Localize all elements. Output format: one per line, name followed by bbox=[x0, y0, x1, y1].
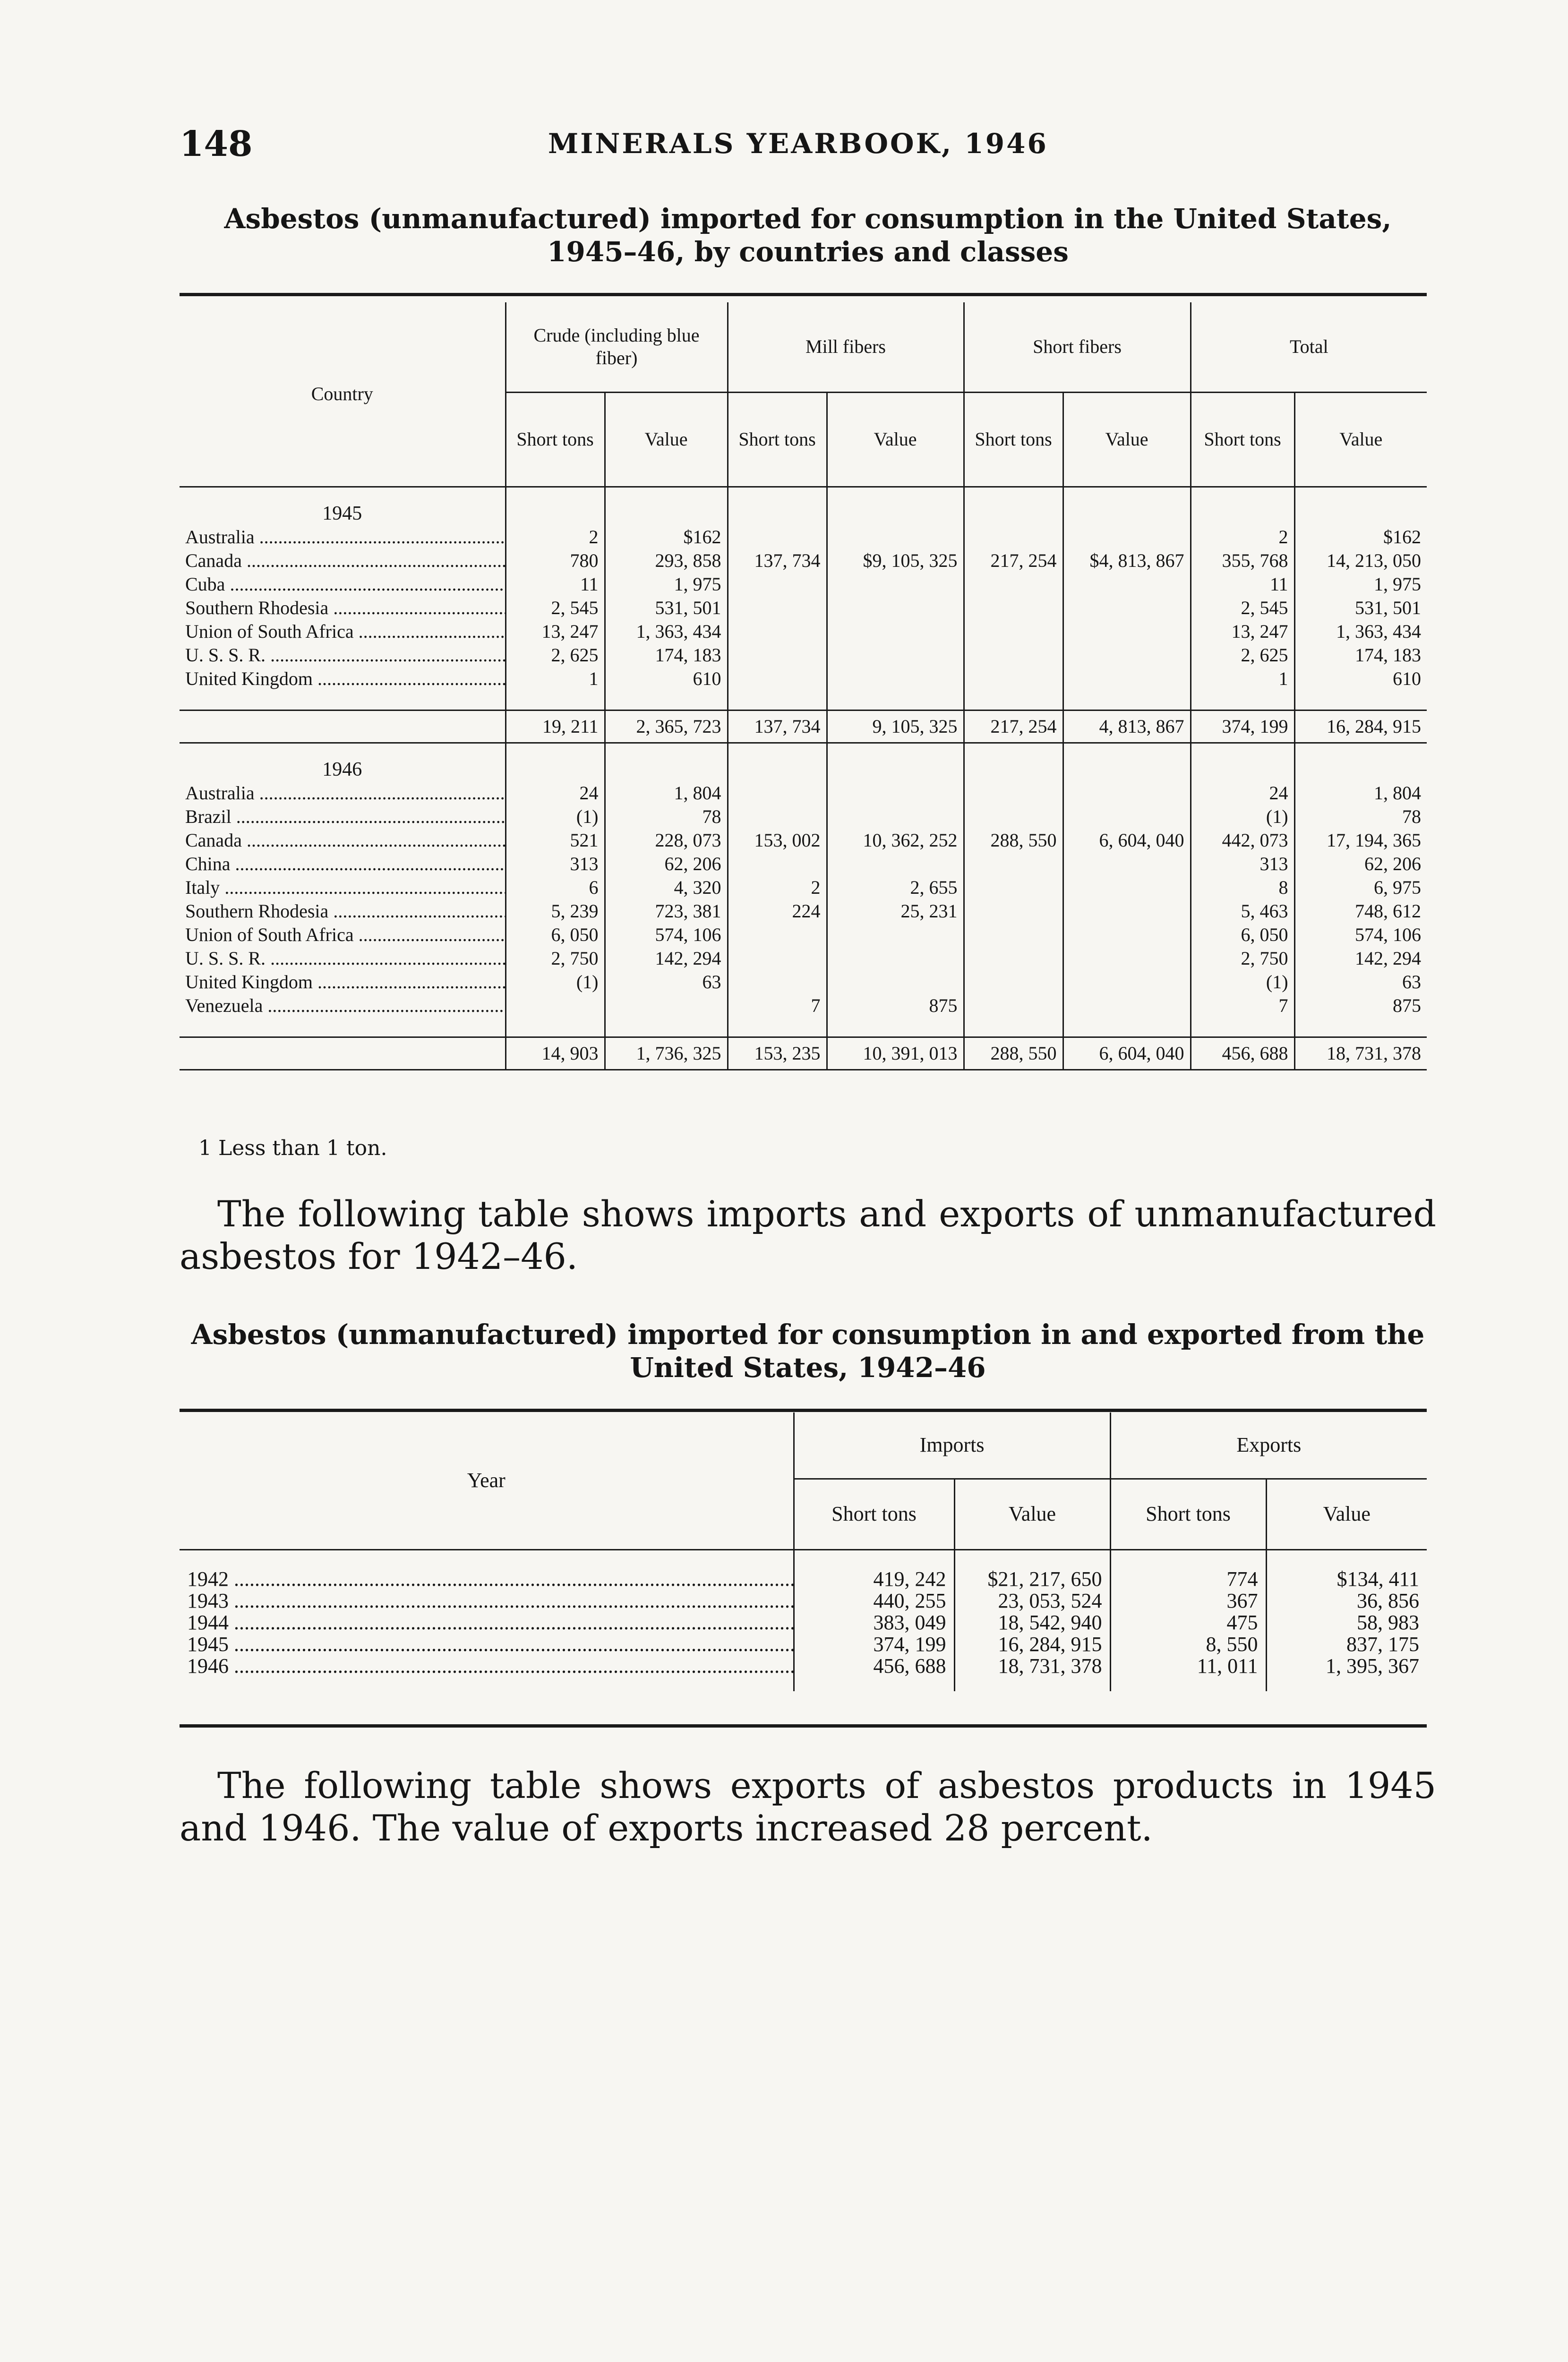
cell-exp_value: 1, 395, 367 bbox=[1266, 1655, 1427, 1677]
cell-imp_value: 18, 542, 940 bbox=[954, 1612, 1110, 1634]
total-c2: 1, 736, 325 bbox=[605, 1037, 728, 1070]
table2-body bbox=[180, 1549, 1427, 1691]
cell-c6 bbox=[1063, 573, 1191, 596]
cell-exp_value: 36, 856 bbox=[1266, 1590, 1427, 1612]
header-value: Value bbox=[954, 1479, 1110, 1549]
cell-c6 bbox=[1063, 876, 1191, 899]
cell-exp_tons: 367 bbox=[1110, 1590, 1266, 1612]
cell-c3: 153, 002 bbox=[728, 829, 827, 852]
cell-c2: 228, 073 bbox=[605, 829, 728, 852]
cell-c8: 574, 106 bbox=[1294, 923, 1427, 947]
cell-c4 bbox=[827, 667, 964, 691]
cell-c2: 531, 501 bbox=[605, 596, 728, 620]
total-row bbox=[180, 1037, 1427, 1070]
table2-caption bbox=[180, 1318, 1436, 1384]
total-c2: 2, 365, 723 bbox=[605, 710, 728, 743]
cell-c1: 6 bbox=[506, 876, 605, 899]
cell-c5 bbox=[964, 596, 1063, 620]
country-name: Southern Rhodesia ..... bbox=[180, 899, 506, 923]
year-row bbox=[180, 487, 1427, 525]
country-name: Canada ..... bbox=[180, 549, 506, 573]
cell-imp_value: $21, 217, 650 bbox=[954, 1568, 1110, 1590]
cell-c2: 63 bbox=[605, 970, 728, 994]
cell-c3 bbox=[728, 620, 827, 643]
table-row bbox=[180, 829, 1427, 852]
cell-c5: 217, 254 bbox=[964, 549, 1063, 573]
header-value: Value bbox=[1063, 392, 1191, 487]
cell-c4 bbox=[827, 947, 964, 970]
country-name: United Kingdom ..... bbox=[180, 970, 506, 994]
total-row bbox=[180, 710, 1427, 743]
header-value: Value bbox=[605, 392, 728, 487]
cell-c6 bbox=[1063, 525, 1191, 549]
table-row bbox=[180, 1612, 1427, 1634]
cell-c4: 10, 362, 252 bbox=[827, 829, 964, 852]
table-row bbox=[180, 1634, 1427, 1655]
header-value: Value bbox=[827, 392, 964, 487]
cell-c1: 2, 625 bbox=[506, 643, 605, 667]
cell-c8: 63 bbox=[1294, 970, 1427, 994]
cell-c2: 1, 804 bbox=[605, 781, 728, 805]
table2-bottom-rule bbox=[180, 1724, 1427, 1728]
cell-c4: 2, 655 bbox=[827, 876, 964, 899]
cell-c3 bbox=[728, 923, 827, 947]
total-c3: 153, 235 bbox=[728, 1037, 827, 1070]
table-row bbox=[180, 596, 1427, 620]
cell-c3 bbox=[728, 596, 827, 620]
cell-c1: 780 bbox=[506, 549, 605, 573]
paragraph-imports-exports: The following table shows imports and exports of unmanufactured asbestos for 1942–46. bbox=[180, 1193, 1436, 1277]
cell-c7: (1) bbox=[1191, 805, 1294, 829]
country-name: Australia ..... bbox=[180, 781, 506, 805]
cell-c6 bbox=[1063, 805, 1191, 829]
cell-c6 bbox=[1063, 923, 1191, 947]
cell-c3 bbox=[728, 525, 827, 549]
header-value: Value bbox=[1266, 1479, 1427, 1549]
running-title: MINERALS YEARBOOK, 1946 bbox=[548, 128, 1048, 160]
cell-c5 bbox=[964, 805, 1063, 829]
country-name: Brazil ..... bbox=[180, 805, 506, 829]
cell-c2: 574, 106 bbox=[605, 923, 728, 947]
cell-exp_value: 837, 175 bbox=[1266, 1634, 1427, 1655]
cell-c2: $162 bbox=[605, 525, 728, 549]
cell-c7: 6, 050 bbox=[1191, 923, 1294, 947]
year-cell: 1943 ..... bbox=[180, 1590, 794, 1612]
country-name: Australia ..... bbox=[180, 525, 506, 549]
cell-c6: 6, 604, 040 bbox=[1063, 829, 1191, 852]
cell-c4: 875 bbox=[827, 994, 964, 1018]
cell-c1: 2, 750 bbox=[506, 947, 605, 970]
header-short-tons: Short tons bbox=[728, 392, 827, 487]
table2-caption-line2: United States, 1942–46 bbox=[630, 1352, 986, 1384]
country-name: Union of South Africa ..... bbox=[180, 923, 506, 947]
header-mill-fibers: Mill fibers bbox=[728, 302, 964, 392]
country-name: Union of South Africa ..... bbox=[180, 620, 506, 643]
cell-c6 bbox=[1063, 643, 1191, 667]
cell-exp_tons: 774 bbox=[1110, 1568, 1266, 1590]
total-c3: 137, 734 bbox=[728, 710, 827, 743]
table-row bbox=[180, 876, 1427, 899]
cell-c5 bbox=[964, 781, 1063, 805]
cell-imp_tons: 374, 199 bbox=[794, 1634, 954, 1655]
cell-c1: 2 bbox=[506, 525, 605, 549]
cell-c8: 6, 975 bbox=[1294, 876, 1427, 899]
table-row bbox=[180, 1655, 1427, 1677]
cell-c3 bbox=[728, 781, 827, 805]
cell-c4 bbox=[827, 596, 964, 620]
cell-c2: 62, 206 bbox=[605, 852, 728, 876]
country-name: U. S. S. R. ..... bbox=[180, 643, 506, 667]
cell-c1 bbox=[506, 994, 605, 1018]
table1-caption bbox=[180, 202, 1436, 268]
cell-c3 bbox=[728, 947, 827, 970]
year-cell: 1944 ..... bbox=[180, 1612, 794, 1634]
cell-c8: 748, 612 bbox=[1294, 899, 1427, 923]
cell-c5 bbox=[964, 525, 1063, 549]
paragraph-products: The following table shows exports of asbestos products in 1945 and 1946. The value of exports increased 28 percent. bbox=[180, 1764, 1436, 1849]
table1-top-rule bbox=[180, 293, 1427, 296]
footnote: 1 Less than 1 ton. bbox=[198, 1136, 387, 1160]
country-name: Canada ..... bbox=[180, 829, 506, 852]
cell-exp_value: 58, 983 bbox=[1266, 1612, 1427, 1634]
cell-c3 bbox=[728, 667, 827, 691]
cell-c3 bbox=[728, 852, 827, 876]
cell-c7: 442, 073 bbox=[1191, 829, 1294, 852]
table1-caption-line1: Asbestos (unmanufactured) imported for consumption in the United States, bbox=[224, 203, 1392, 235]
cell-imp_tons: 383, 049 bbox=[794, 1612, 954, 1634]
cell-exp_value: $134, 411 bbox=[1266, 1568, 1427, 1590]
table2-top-rule bbox=[180, 1409, 1427, 1412]
cell-c2: 142, 294 bbox=[605, 947, 728, 970]
cell-c7: 2, 545 bbox=[1191, 596, 1294, 620]
total-c1: 14, 903 bbox=[506, 1037, 605, 1070]
cell-imp_value: 23, 053, 524 bbox=[954, 1590, 1110, 1612]
cell-c3 bbox=[728, 573, 827, 596]
cell-c4 bbox=[827, 970, 964, 994]
cell-imp_tons: 419, 242 bbox=[794, 1568, 954, 1590]
imports-by-country-table bbox=[180, 302, 1427, 1070]
cell-c5 bbox=[964, 573, 1063, 596]
header-short-tons: Short tons bbox=[964, 392, 1063, 487]
cell-c2 bbox=[605, 994, 728, 1018]
cell-c1: 24 bbox=[506, 781, 605, 805]
cell-c7: 355, 768 bbox=[1191, 549, 1294, 573]
table-row bbox=[180, 899, 1427, 923]
cell-c2: 610 bbox=[605, 667, 728, 691]
cell-c5 bbox=[964, 643, 1063, 667]
page-number: 148 bbox=[180, 124, 253, 164]
header-short-tons: Short tons bbox=[1110, 1479, 1266, 1549]
cell-c6 bbox=[1063, 970, 1191, 994]
country-name: Venezuela ..... bbox=[180, 994, 506, 1018]
cell-c2: 1, 975 bbox=[605, 573, 728, 596]
cell-c3: 7 bbox=[728, 994, 827, 1018]
cell-c8: 875 bbox=[1294, 994, 1427, 1018]
total-c4: 9, 105, 325 bbox=[827, 710, 964, 743]
cell-c4: $9, 105, 325 bbox=[827, 549, 964, 573]
cell-c7: 2 bbox=[1191, 525, 1294, 549]
cell-c7: 11 bbox=[1191, 573, 1294, 596]
cell-c7: 1 bbox=[1191, 667, 1294, 691]
cell-c1: 5, 239 bbox=[506, 899, 605, 923]
country-name: United Kingdom ..... bbox=[180, 667, 506, 691]
country-name: China ..... bbox=[180, 852, 506, 876]
table-row bbox=[180, 1590, 1427, 1612]
cell-c1: 6, 050 bbox=[506, 923, 605, 947]
cell-c7: (1) bbox=[1191, 970, 1294, 994]
table-row bbox=[180, 573, 1427, 596]
cell-c7: 24 bbox=[1191, 781, 1294, 805]
cell-c2: 4, 320 bbox=[605, 876, 728, 899]
cell-c4 bbox=[827, 923, 964, 947]
total-c6: 4, 813, 867 bbox=[1063, 710, 1191, 743]
total-c7: 456, 688 bbox=[1191, 1037, 1294, 1070]
cell-c2: 78 bbox=[605, 805, 728, 829]
cell-c8: 1, 363, 434 bbox=[1294, 620, 1427, 643]
cell-c1: 1 bbox=[506, 667, 605, 691]
cell-c6 bbox=[1063, 994, 1191, 1018]
cell-c1: (1) bbox=[506, 805, 605, 829]
table-row bbox=[180, 667, 1427, 691]
cell-c1: 313 bbox=[506, 852, 605, 876]
cell-c1: 13, 247 bbox=[506, 620, 605, 643]
cell-c5 bbox=[964, 852, 1063, 876]
cell-c3 bbox=[728, 805, 827, 829]
cell-imp_value: 16, 284, 915 bbox=[954, 1634, 1110, 1655]
cell-c6 bbox=[1063, 667, 1191, 691]
year-row bbox=[180, 743, 1427, 781]
cell-c4 bbox=[827, 573, 964, 596]
cell-c8: 610 bbox=[1294, 667, 1427, 691]
cell-c1: 2, 545 bbox=[506, 596, 605, 620]
cell-c6 bbox=[1063, 899, 1191, 923]
header-short-tons: Short tons bbox=[1191, 392, 1294, 487]
cell-c3: 137, 734 bbox=[728, 549, 827, 573]
cell-exp_tons: 11, 011 bbox=[1110, 1655, 1266, 1677]
cell-c1: 11 bbox=[506, 573, 605, 596]
cell-c4 bbox=[827, 781, 964, 805]
header-crude: Crude (including blue fiber) bbox=[506, 302, 728, 392]
cell-c6: $4, 813, 867 bbox=[1063, 549, 1191, 573]
cell-imp_tons: 456, 688 bbox=[794, 1655, 954, 1677]
table-row bbox=[180, 970, 1427, 994]
header-exports: Exports bbox=[1110, 1412, 1427, 1479]
table-row bbox=[180, 923, 1427, 947]
table-row bbox=[180, 549, 1427, 573]
country-name: Cuba ..... bbox=[180, 573, 506, 596]
cell-c7: 5, 463 bbox=[1191, 899, 1294, 923]
table-row bbox=[180, 1568, 1427, 1590]
table2-caption-line1: Asbestos (unmanufactured) imported for consumption in and exported from the bbox=[191, 1318, 1425, 1351]
cell-c8: 142, 294 bbox=[1294, 947, 1427, 970]
cell-c7: 313 bbox=[1191, 852, 1294, 876]
cell-c8: 78 bbox=[1294, 805, 1427, 829]
cell-c3 bbox=[728, 643, 827, 667]
cell-c4 bbox=[827, 620, 964, 643]
table1-caption-line2: 1945–46, by countries and classes bbox=[547, 236, 1069, 268]
header-year: Year bbox=[467, 1469, 506, 1492]
total-c6: 6, 604, 040 bbox=[1063, 1037, 1191, 1070]
country-name: Italy ..... bbox=[180, 876, 506, 899]
cell-c3 bbox=[728, 970, 827, 994]
year-label: 1946 bbox=[322, 758, 362, 780]
cell-c4 bbox=[827, 852, 964, 876]
table-row bbox=[180, 620, 1427, 643]
cell-c4: 25, 231 bbox=[827, 899, 964, 923]
cell-c8: 174, 183 bbox=[1294, 643, 1427, 667]
year-cell: 1942 ..... bbox=[180, 1568, 794, 1590]
total-c1: 19, 211 bbox=[506, 710, 605, 743]
total-c8: 18, 731, 378 bbox=[1294, 1037, 1427, 1070]
page-header bbox=[180, 124, 1436, 176]
header-imports: Imports bbox=[794, 1412, 1110, 1479]
cell-c8: $162 bbox=[1294, 525, 1427, 549]
cell-c3: 2 bbox=[728, 876, 827, 899]
cell-c1: (1) bbox=[506, 970, 605, 994]
cell-imp_value: 18, 731, 378 bbox=[954, 1655, 1110, 1677]
country-name: Southern Rhodesia ..... bbox=[180, 596, 506, 620]
cell-c4 bbox=[827, 805, 964, 829]
cell-c7: 2, 750 bbox=[1191, 947, 1294, 970]
header-short-tons: Short tons bbox=[506, 392, 605, 487]
table1-body bbox=[180, 487, 1427, 1070]
header-short-tons: Short tons bbox=[794, 1479, 954, 1549]
table-row bbox=[180, 947, 1427, 970]
cell-c6 bbox=[1063, 852, 1191, 876]
cell-c6 bbox=[1063, 620, 1191, 643]
cell-c6 bbox=[1063, 947, 1191, 970]
cell-c8: 1, 804 bbox=[1294, 781, 1427, 805]
cell-c2: 174, 183 bbox=[605, 643, 728, 667]
table-row bbox=[180, 805, 1427, 829]
cell-c5 bbox=[964, 876, 1063, 899]
cell-c5 bbox=[964, 994, 1063, 1018]
cell-exp_tons: 475 bbox=[1110, 1612, 1266, 1634]
header-country: Country bbox=[180, 302, 506, 487]
total-c8: 16, 284, 915 bbox=[1294, 710, 1427, 743]
cell-c3: 224 bbox=[728, 899, 827, 923]
cell-c5 bbox=[964, 947, 1063, 970]
cell-c2: 1, 363, 434 bbox=[605, 620, 728, 643]
cell-c7: 13, 247 bbox=[1191, 620, 1294, 643]
year-label: 1945 bbox=[322, 502, 362, 524]
cell-c6 bbox=[1063, 596, 1191, 620]
table-row bbox=[180, 781, 1427, 805]
total-c5: 288, 550 bbox=[964, 1037, 1063, 1070]
cell-c6 bbox=[1063, 781, 1191, 805]
cell-c8: 17, 194, 365 bbox=[1294, 829, 1427, 852]
cell-c8: 14, 213, 050 bbox=[1294, 549, 1427, 573]
header-short-fibers: Short fibers bbox=[964, 302, 1191, 392]
cell-c5 bbox=[964, 923, 1063, 947]
cell-exp_tons: 8, 550 bbox=[1110, 1634, 1266, 1655]
cell-c8: 62, 206 bbox=[1294, 852, 1427, 876]
cell-c1: 521 bbox=[506, 829, 605, 852]
cell-c2: 293, 858 bbox=[605, 549, 728, 573]
table-row bbox=[180, 852, 1427, 876]
header-total: Total bbox=[1191, 302, 1427, 392]
table-row bbox=[180, 643, 1427, 667]
table-row bbox=[180, 994, 1427, 1018]
cell-c5 bbox=[964, 899, 1063, 923]
imports-exports-table bbox=[180, 1412, 1427, 1691]
total-c5: 217, 254 bbox=[964, 710, 1063, 743]
country-name: U. S. S. R. ..... bbox=[180, 947, 506, 970]
cell-c5 bbox=[964, 970, 1063, 994]
cell-c8: 1, 975 bbox=[1294, 573, 1427, 596]
year-cell: 1946 ..... bbox=[180, 1655, 794, 1677]
cell-c7: 7 bbox=[1191, 994, 1294, 1018]
cell-c5: 288, 550 bbox=[964, 829, 1063, 852]
total-c7: 374, 199 bbox=[1191, 710, 1294, 743]
cell-c8: 531, 501 bbox=[1294, 596, 1427, 620]
cell-c7: 2, 625 bbox=[1191, 643, 1294, 667]
cell-c5 bbox=[964, 620, 1063, 643]
cell-c4 bbox=[827, 525, 964, 549]
header-value: Value bbox=[1294, 392, 1427, 487]
cell-c4 bbox=[827, 643, 964, 667]
cell-c5 bbox=[964, 667, 1063, 691]
cell-c2: 723, 381 bbox=[605, 899, 728, 923]
cell-imp_tons: 440, 255 bbox=[794, 1590, 954, 1612]
cell-c7: 8 bbox=[1191, 876, 1294, 899]
year-cell: 1945 ..... bbox=[180, 1634, 794, 1655]
total-c4: 10, 391, 013 bbox=[827, 1037, 964, 1070]
table-row bbox=[180, 525, 1427, 549]
